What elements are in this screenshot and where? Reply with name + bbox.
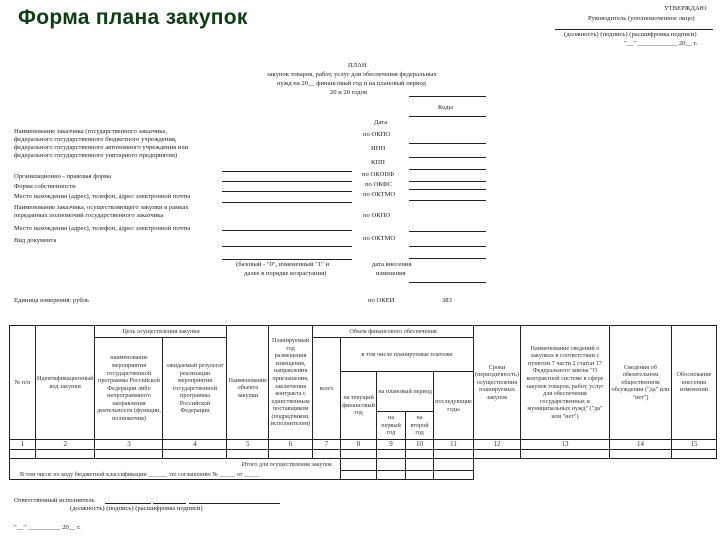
col-header-second-year: на второй год (406, 412, 434, 440)
customer-name-input[interactable] (222, 202, 352, 203)
col-num: 2 (36, 440, 95, 450)
col-header-planned-year: Планируемый год размещения извещения, направления приглашения, заключения контракта с единственным поставщиком (подрядчиком, исполнителем) (269, 326, 313, 440)
col-group-planned-period: на плановый период (377, 372, 434, 412)
total-row-label: Итого для осуществления закупок (10, 459, 341, 471)
plan-table (9, 325, 717, 480)
delegated-customer-input[interactable] (222, 230, 352, 231)
approval-role: Руководитель (уполномоченное лицо) (588, 15, 695, 22)
org-form-input[interactable] (222, 171, 352, 172)
okfs-code-label: по ОКФС (365, 181, 392, 188)
okopf-value[interactable] (409, 181, 486, 182)
delegated-customer-label-1: Наименование заказчика, осуществляющего закупки в рамках (14, 204, 189, 211)
empty-area (474, 459, 717, 471)
okpo-value[interactable] (409, 143, 486, 144)
doc-type-label: Вид документа (14, 237, 57, 244)
col-header-procurement-info: Наименование сведений о закупках в соответствии с пунктом 7 части 2 статьи 17 Федерального закона "О контрактной системе в сфере закупок товаров, работ, услуг для обеспечения государственных и муниципальных нужд" ("да" или "нет") (520, 326, 609, 440)
col-num: 3 (95, 440, 163, 450)
ownership-input[interactable] (222, 181, 352, 182)
col-header-first-year: на первый год (377, 412, 406, 440)
col-num: 10 (406, 440, 434, 450)
col-group-goal: Цель осуществления закупки (95, 326, 227, 338)
footer-date-line[interactable]: "__" __________ 20__ г. (14, 524, 81, 531)
okei-code-label: по ОКЕИ (368, 297, 395, 304)
column-numbers-row (10, 440, 717, 450)
date-code-label: Дата (374, 119, 388, 126)
responsible-name-input[interactable] (189, 503, 280, 504)
approval-signature-caption: (должность) (подпись) (расшифровка подписи) (564, 31, 697, 38)
responsible-label: Ответственный исполнитель (14, 497, 95, 504)
cell[interactable] (10, 450, 36, 459)
responsible-signature-input[interactable] (153, 503, 186, 504)
total-following-years[interactable] (434, 459, 474, 471)
total-row (10, 459, 717, 471)
col-num: 5 (227, 440, 269, 450)
cell[interactable] (163, 450, 227, 459)
unit-label: Единица измерения: рубль (14, 297, 89, 304)
col-group-finance: Объем финансового обеспечения (313, 326, 474, 338)
okpo2-code-label: по ОКПО (363, 212, 391, 219)
col-header-total: всего (313, 338, 341, 440)
kpp-code-label: КПП (371, 159, 385, 166)
delegated-customer-label-2: переданных полномочий государственного заказчика (14, 212, 164, 219)
col-header-following-years: последующие годы (434, 372, 474, 440)
cell[interactable] (36, 450, 95, 459)
okpo2-value[interactable] (409, 231, 486, 232)
customer-name-label-2: федерального государственного бюджетного учреждения, (14, 136, 177, 143)
col-num: 1 (10, 440, 36, 450)
oktmo2-value[interactable] (409, 246, 486, 247)
col-header-purchase-code: Идентификационный код закупки (36, 326, 95, 440)
change-date-value[interactable] (409, 282, 486, 283)
okpo-code-label: по ОКПО (363, 131, 391, 138)
kbk-following-years[interactable] (434, 471, 474, 480)
kpp-value[interactable] (409, 169, 486, 170)
cell[interactable] (434, 450, 474, 459)
org-form-label: Организационно - правовая форма (14, 173, 112, 180)
col-num: 12 (474, 440, 521, 450)
kbk-row-label: В том числе по коду бюджетной классификации ______ /по соглашению № _____ от _____ (10, 471, 341, 480)
customer-name-label-4: федерального государственного унитарного предприятия) (14, 152, 178, 159)
cell[interactable] (520, 450, 609, 459)
plan-years: 20 и 20 годов (330, 89, 368, 96)
table-row (10, 450, 717, 459)
doc-type-note-1: (базовый - "0", измененный "1" и (236, 261, 329, 268)
col-num: 7 (313, 440, 341, 450)
page-title: Форма плана закупок (18, 6, 248, 29)
oktmo-value[interactable] (409, 200, 486, 201)
change-date-label-2: изменения (376, 270, 406, 277)
col-num: 15 (671, 440, 716, 450)
inn-code-label: ИНН (371, 145, 386, 152)
approval-date-line[interactable]: "__" ____________ 20__ г. (624, 40, 698, 47)
plan-title: ПЛАН (348, 62, 367, 69)
col-header-object-name: Наименование объекта закупки (227, 338, 269, 440)
plan-subtitle-line2: нужд на 20__ финансовый год и на плановый период (277, 80, 426, 87)
plan-subtitle-line1: закупок товаров, работ, услуг для обеспечения федеральных (267, 71, 437, 78)
okei-value: 383 (442, 297, 452, 304)
responsible-signature-caption: (должность) (подпись) (расшифровка подписи) (70, 505, 203, 512)
inn-value[interactable] (409, 157, 486, 158)
ownership-label: Форма собственности (14, 183, 76, 190)
col-header-current-year: на текущий финансовый год (341, 372, 377, 440)
cell[interactable] (95, 450, 163, 459)
codes-top-line (409, 96, 486, 97)
cell[interactable] (227, 450, 269, 459)
cell[interactable] (313, 450, 341, 459)
header-spacer (227, 326, 269, 338)
address-input-1[interactable] (222, 191, 352, 192)
address-label-2: Место нахождения (адрес), телефон, адрес электронной почты (14, 225, 191, 232)
kbk-first-year[interactable] (377, 471, 406, 480)
col-num: 11 (434, 440, 474, 450)
total-current-year[interactable] (341, 459, 377, 471)
col-header-program-event: наименование мероприятия государственной программы Российской Федерации либо непрограммного направления деятельности (функции, полномочия) (95, 338, 163, 440)
col-group-planned-payments: в том числе планируемые платежи (341, 338, 474, 372)
approval-heading: УТВЕРЖДАЮ (664, 5, 707, 12)
cell[interactable] (609, 450, 671, 459)
okfs-value[interactable] (409, 189, 486, 190)
total-second-year[interactable] (406, 459, 434, 471)
empty-area (474, 471, 717, 480)
okopf-code-label: по ОКОПФ (362, 171, 395, 178)
address-label-1: Место нахождения (адрес), телефон, адрес электронной почты (14, 193, 191, 200)
doc-type-input[interactable] (222, 259, 352, 260)
col-num: 6 (269, 440, 313, 450)
cell[interactable] (341, 450, 377, 459)
change-date-label-1: дата внесения (372, 261, 412, 268)
col-header-terms: Сроки (периодичность) осуществления планируемых закупок (474, 326, 521, 440)
customer-name-label-3: федерального государственного автономного учреждения или (14, 144, 189, 151)
kbk-current-year[interactable] (341, 471, 377, 480)
col-header-change-reason: Обоснование внесения изменений (671, 326, 716, 440)
responsible-position-input[interactable] (105, 503, 151, 504)
oktmo2-code-label: по ОКТМО (363, 235, 396, 242)
cell[interactable] (474, 450, 521, 459)
codes-label: Коды (438, 104, 453, 111)
codes-divider (409, 116, 486, 117)
total-first-year[interactable] (377, 459, 406, 471)
cell[interactable] (377, 450, 406, 459)
address-input-2[interactable] (222, 246, 352, 247)
kbk-row (10, 471, 717, 480)
cell[interactable] (269, 450, 313, 459)
col-num: 13 (520, 440, 609, 450)
doc-type-value[interactable] (409, 258, 486, 259)
customer-name-label-1: Наименование заказчика (государственного заказчика, (14, 128, 167, 135)
col-num: 9 (377, 440, 406, 450)
col-header-expected-result: ожидаемый результат реализации мероприятия государственной программы Российской Федерации (163, 338, 227, 440)
cell[interactable] (406, 450, 434, 459)
doc-type-note-2: далее в порядке возрастания) (244, 270, 327, 277)
kbk-second-year[interactable] (406, 471, 434, 480)
oktmo-code-label: по ОКТМО (363, 191, 396, 198)
cell[interactable] (671, 450, 716, 459)
approval-signature-line[interactable] (555, 29, 713, 30)
col-header-public-discussion: Сведения об обязательном общественном обсуждении ("да" или "нет") (609, 326, 671, 440)
col-num: 4 (163, 440, 227, 450)
col-num: 8 (341, 440, 377, 450)
col-num: 14 (609, 440, 671, 450)
col-header-number: № п/п (10, 326, 36, 440)
